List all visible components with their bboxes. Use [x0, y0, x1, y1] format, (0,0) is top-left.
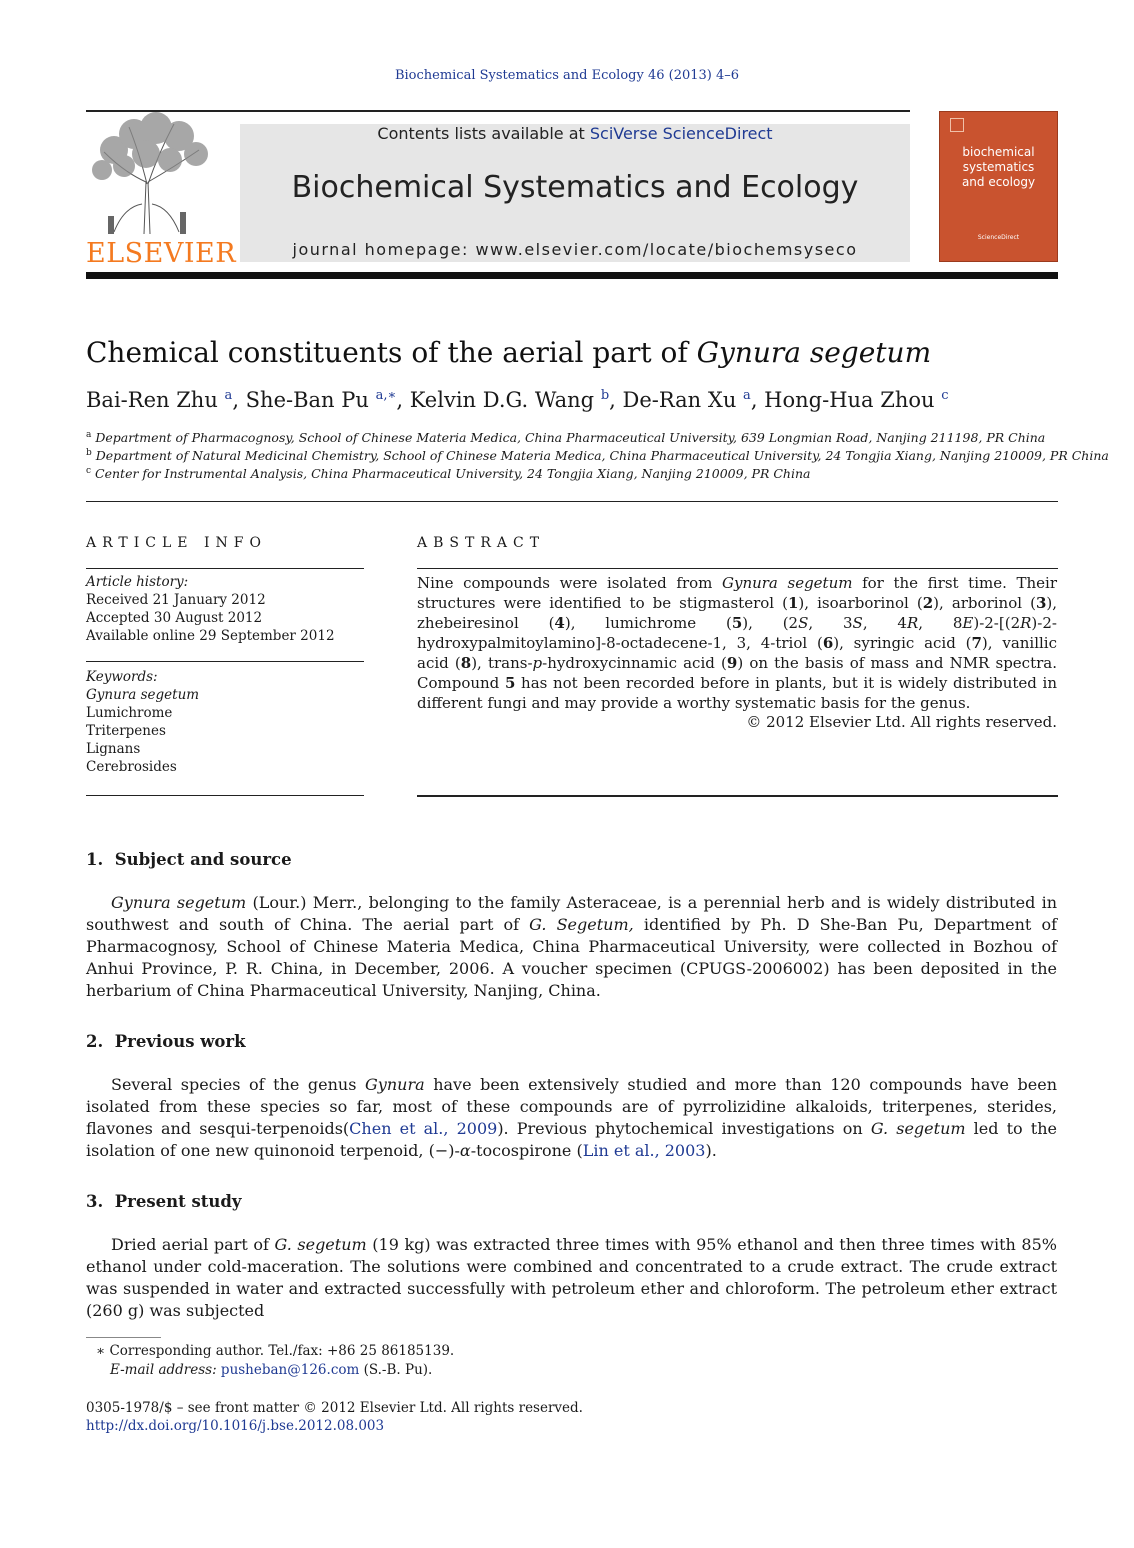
- affiliation-text: Department of Natural Medicinal Chemistry, School of Chinese Materia Medica, China Pharmaceutical University, 24 Tongjia Xiang, Nanjing 210009, PR China: [95, 448, 1109, 464]
- corresponding-author-note: ∗ Corresponding author. Tel./fax: +86 25 86185139.: [96, 1343, 455, 1359]
- title-species: Gynura segetum: [696, 336, 932, 369]
- accepted-date: Accepted 30 August 2012: [86, 610, 263, 626]
- email-suffix: (S.-B. Pu).: [359, 1362, 433, 1378]
- contents-line: [240, 124, 910, 143]
- author-list: Bai-Ren Zhu $^a$, She-Ban Pu $^{a,∗}$, Kelvin D.G. Wang $^b$, De-Ran Xu $^a$, Hong-Hua Zhou $^c$: [86, 388, 949, 412]
- journal-title: Biochemical Systematics and Ecology: [291, 170, 859, 205]
- divider: [417, 568, 1058, 569]
- cover-title: [940, 145, 1057, 190]
- affiliation-text: Center for Instrumental Analysis, China Pharmaceutical University, 24 Tongjia Xiang, Nanjing 210009, PR China: [95, 466, 811, 482]
- email-link[interactable]: pusheban@126.com: [220, 1362, 360, 1378]
- sciencedirect-link[interactable]: SciVerse ScienceDirect: [589, 124, 773, 143]
- journal-reference-link[interactable]: Biochemical Systematics and Ecology 46 (2013) 4–6: [394, 68, 740, 83]
- received-date: Received 21 January 2012: [86, 592, 266, 608]
- issn-line: 0305-1978/$ – see front matter © 2012 Elsevier Ltd. All rights reserved.: [86, 1400, 583, 1416]
- email-label: E-mail address:: [110, 1362, 221, 1378]
- affiliation-text: Department of Pharmacognosy, School of Chinese Materia Medica, China Pharmaceutical University, 639 Longmian Road, Nanjing 211198, PR China: [95, 430, 1046, 446]
- author-affiliation-link[interactable]: c: [941, 388, 949, 403]
- keyword-item: Lignans: [86, 741, 141, 757]
- divider: [86, 795, 364, 796]
- section-paragraph: Gynura segetum (Lour.) Merr., belonging to the family Asteraceae, is a perennial herb and is widely distributed in southwest and south of China. The aerial part of G. Segetum, identified by Ph. D She-Ban Pu, Department of Pharmacognosy, School of Chinese Materia Medica, China Pharmaceutical University, were collected in Bozhou of Anhui Province, P. R. China, in December, 2006. A voucher specimen (CPUGS-2006002) has been deposited in the herbarium of China Pharmaceutical University, Nanjing, China.: [86, 893, 1058, 1000]
- section-number: 2.: [86, 1032, 104, 1051]
- cover-sciencedirect-logo: ScienceDirect: [977, 234, 1020, 241]
- header-thick-rule: [86, 272, 1058, 279]
- section-heading: [86, 1032, 246, 1051]
- author-name: She-Ban Pu: [245, 388, 369, 412]
- abstract-heading: ABSTRACT: [417, 535, 546, 551]
- section-heading: [86, 1192, 242, 1211]
- cover-title-line: biochemical: [962, 145, 1035, 159]
- cover-title-line: and ecology: [961, 175, 1036, 189]
- abstract-text: Nine compounds were isolated from Gynura segetum for the first time. Their structures were identified to be stigmasterol (1), isoarborinol (2), arborinol (3), zhebeiresinol (4), lumichrome (5), (2S, 3S, 4R, 8E)-2-[(2R)-2-hydroxypalmitoylamino]-8-octadecene-1, 3, 4-triol (6), syringic acid (7), vanillic acid (8), trans-p-hydroxycinnamic acid (9) on the basis of mass and NMR spectra. Compound 5 has not been recorded before in plants, but it is widely distributed in different fungi and may provide a worthy systematic basis for the genus.: [417, 574, 1058, 712]
- author-name: Kelvin D.G. Wang: [409, 388, 595, 412]
- history-label: Article history:: [86, 574, 189, 590]
- doi-link[interactable]: http://dx.doi.org/10.1016/j.bse.2012.08.003: [86, 1418, 385, 1434]
- title-text: Chemical constituents of the aerial part of: [86, 336, 697, 369]
- section-title: Previous work: [114, 1032, 246, 1051]
- author-affiliation-link[interactable]: a: [224, 388, 233, 403]
- cover-emblem-icon: [950, 118, 964, 132]
- section-heading: [86, 850, 292, 869]
- author-name: Bai-Ren Zhu: [86, 388, 218, 412]
- author-name: Hong-Hua Zhou: [764, 388, 935, 412]
- abstract-copyright: © 2012 Elsevier Ltd. All rights reserved.: [746, 713, 1057, 731]
- author-affiliation-link[interactable]: a,∗: [375, 388, 397, 403]
- keyword-item: Cerebrosides: [86, 759, 177, 775]
- article-info-heading: ARTICLE INFO: [86, 535, 267, 551]
- affiliation-label: a: [86, 430, 92, 440]
- divider: [86, 568, 364, 569]
- affiliation: [86, 430, 1045, 445]
- divider: [417, 795, 1058, 797]
- citation-link[interactable]: Chen et al., 2009: [349, 1119, 498, 1138]
- affiliation: [86, 448, 1109, 463]
- section-title: Present study: [114, 1192, 242, 1211]
- affiliation-label: b: [86, 448, 92, 458]
- citation-link[interactable]: Lin et al., 2003: [582, 1141, 706, 1160]
- affiliation-label: c: [86, 466, 92, 476]
- keywords-list: [86, 668, 199, 776]
- section-number: 3.: [86, 1192, 104, 1211]
- affiliation: [86, 466, 810, 481]
- email-note: [110, 1361, 432, 1380]
- keyword-item: Triterpenes: [86, 723, 166, 739]
- section-paragraph: Several species of the genus Gynura have been extensively studied and more than 120 compounds have been isolated from these species so far, most of these compounds are of pyrrolizidine alkaloids, triterpenes, sterides, flavones and sesqui-terpenoids(Chen et al., 2009). Previous phytochemical investigations on G. segetum led to the isolation of one new quinonoid terpenoid, (−)-α-tocospirone (Lin et al., 2003).: [86, 1075, 1058, 1160]
- keywords-label: Keywords:: [86, 669, 158, 685]
- online-date: Available online 29 September 2012: [86, 628, 335, 644]
- footnote-rule: [86, 1337, 161, 1338]
- author-affiliation-link[interactable]: a: [743, 388, 751, 403]
- divider: [86, 661, 364, 662]
- section-paragraph: Dried aerial part of G. segetum (19 kg) was extracted three times with 95% ethanol and then three times with 85% ethanol under cold-maceration. The solutions were combined and concentrated to a crude extract. The crude extract was suspended in water and extracted successfully with petroleum ether and chloroform. The petroleum ether extract (260 g) was subjected: [86, 1235, 1057, 1320]
- author-affiliation-link[interactable]: b: [600, 388, 610, 403]
- journal-cover-thumbnail[interactable]: [939, 111, 1058, 262]
- article-title: [86, 336, 931, 369]
- author-name: De-Ran Xu: [622, 388, 737, 412]
- journal-homepage[interactable]: journal homepage: www.elsevier.com/locate/biochemsyseco: [292, 240, 858, 259]
- keyword-item: Lumichrome: [86, 705, 173, 721]
- article-history: [86, 573, 335, 645]
- section-number: 1.: [86, 850, 104, 869]
- keyword-item: Gynura segetum: [86, 687, 200, 703]
- elsevier-wordmark: ELSEVIER: [86, 238, 237, 269]
- section-title: Subject and source: [114, 850, 292, 869]
- cover-title-line: systematics: [962, 160, 1035, 174]
- divider: [86, 501, 1058, 502]
- contents-prefix: Contents lists available at: [377, 124, 590, 143]
